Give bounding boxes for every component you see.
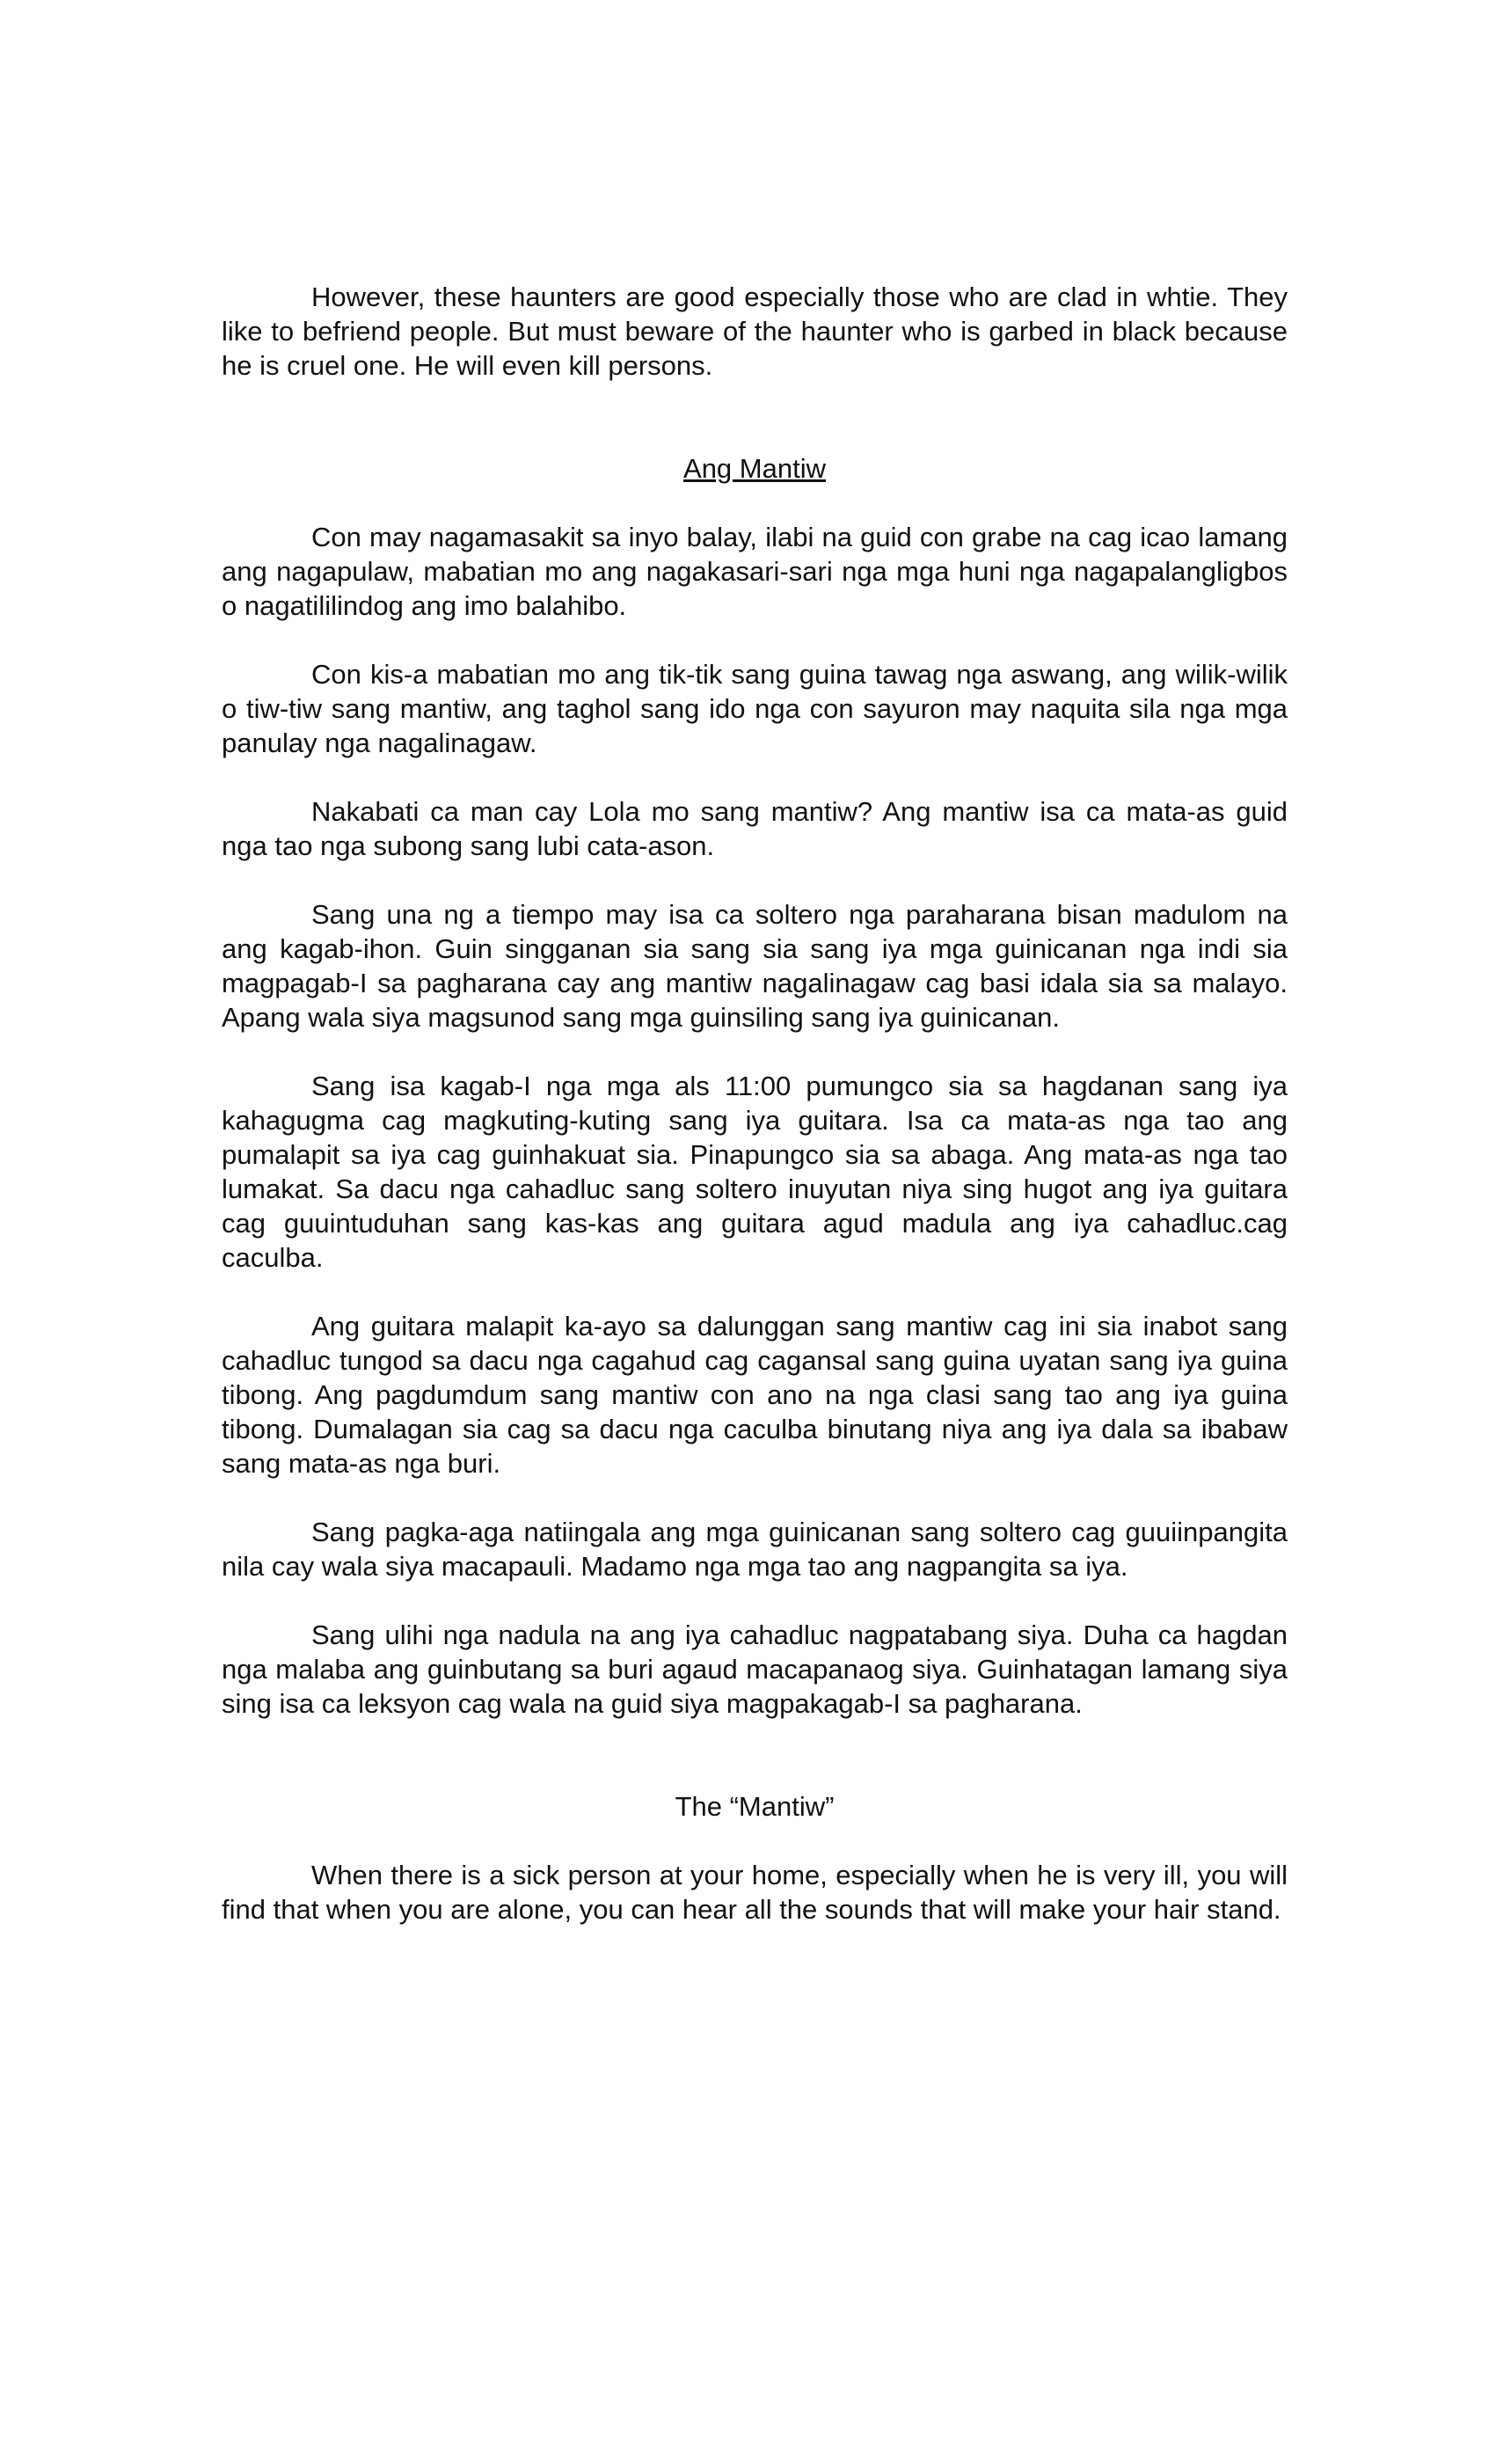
- tagalog-paragraph-3: Nakabati ca man cay Lola mo sang mantiw? Ang mantiw isa ca mata-as guid nga tao nga subong sang lubi cata-ason.: [222, 796, 1288, 861]
- tagalog-paragraph-8: Sang ulihi nga nadula na ang iya cahadluc nagpatabang siya. Duha ca hagdan nga malaba ang guinbutang sa buri agaud macapanaog siya. Guinhatagan lamang siya sing isa ca leksyon cag wala na guid siya magpakagab-I sa pagharana.: [222, 1620, 1288, 1719]
- tagalog-paragraph-5: Sang isa kagab-I nga mga als 11:00 pumungco sia sa hagdanan sang iya kahagugma cag magkuting-kuting sang iya guitara. Isa ca mata-as nga tao ang pumalapit sa iya cag guinhakuat sia. Pinapungco sia sa abaga. Ang mata-as nga tao lumakat. Sa dacu nga cahadluc sang soltero inuyutan niya sing hugot ang iya guitara cag guuintuduhan sang kas-kas ang guitara agud madula ang iya cahadluc.cag caculba.: [222, 1071, 1288, 1273]
- section-title-tagalog: [222, 451, 1288, 486]
- title-ang-mantiw: Ang Mantiw: [683, 453, 826, 484]
- tagalog-paragraph-4: Sang una ng a tiempo may isa ca soltero nga paraharana bisan madulom na ang kagab-ihon. Guin singganan sia sang sia sang iya mga guinicanan nga indi sia magpagab-I sa pagharana cay ang mantiw nagalinagaw cag basi idala sia sa malayo. Apang wala siya magsunod sang mga guinsiling sang iya guinicanan.: [222, 899, 1288, 1033]
- tagalog-paragraph-7: Sang pagka-aga natiingala ang mga guinicanan sang soltero cag guuiinpangita nila cay wala siya macapauli. Madamo nga mga tao ang nagpangita sa iya.: [222, 1517, 1288, 1582]
- tagalog-paragraph-2: Con kis-a mabatian mo ang tik-tik sang guina tawag nga aswang, ang wilik-wilik o tiw-tiw sang mantiw, ang taghol sang ido nga con sayuron may naquita sila nga mga panulay nga nagalinagaw.: [222, 659, 1288, 758]
- tagalog-paragraph-6: Ang guitara malapit ka-ayo sa dalunggan sang mantiw cag ini sia inabot sang cahadluc tungod sa dacu nga cagahud cag cagansal sang guina uyatan sang iya guina tibong. Ang pagdumdum sang mantiw con ano na nga clasi sang tao ang iya guina tibong. Dumalagan sia cag sa dacu nga caculba binutang niya ang iya dala sa ibabaw sang mata-as nga buri.: [222, 1311, 1288, 1479]
- english-paragraph-1: When there is a sick person at your home, especially when he is very ill, you will find that when you are alone, you can hear all the sounds that will make your hair stand.: [222, 1860, 1288, 1925]
- page-content: [222, 280, 1288, 1961]
- tagalog-paragraph-1: Con may nagamasakit sa inyo balay, ilabi na guid con grabe na cag icao lamang ang nagapulaw, mabatian mo ang nagakasari-sari nga mga huni nga nagapalangligbos o nagatililindog ang imo balahibo.: [222, 522, 1288, 621]
- section-title-english: [222, 1789, 1288, 1824]
- title-the-mantiw: The “Mantiw”: [675, 1791, 835, 1822]
- intro-paragraph: However, these haunters are good especially those who are clad in whtie. They like to befriend people. But must beware of the haunter who is garbed in black because he is cruel one. He will even kill persons.: [222, 281, 1288, 381]
